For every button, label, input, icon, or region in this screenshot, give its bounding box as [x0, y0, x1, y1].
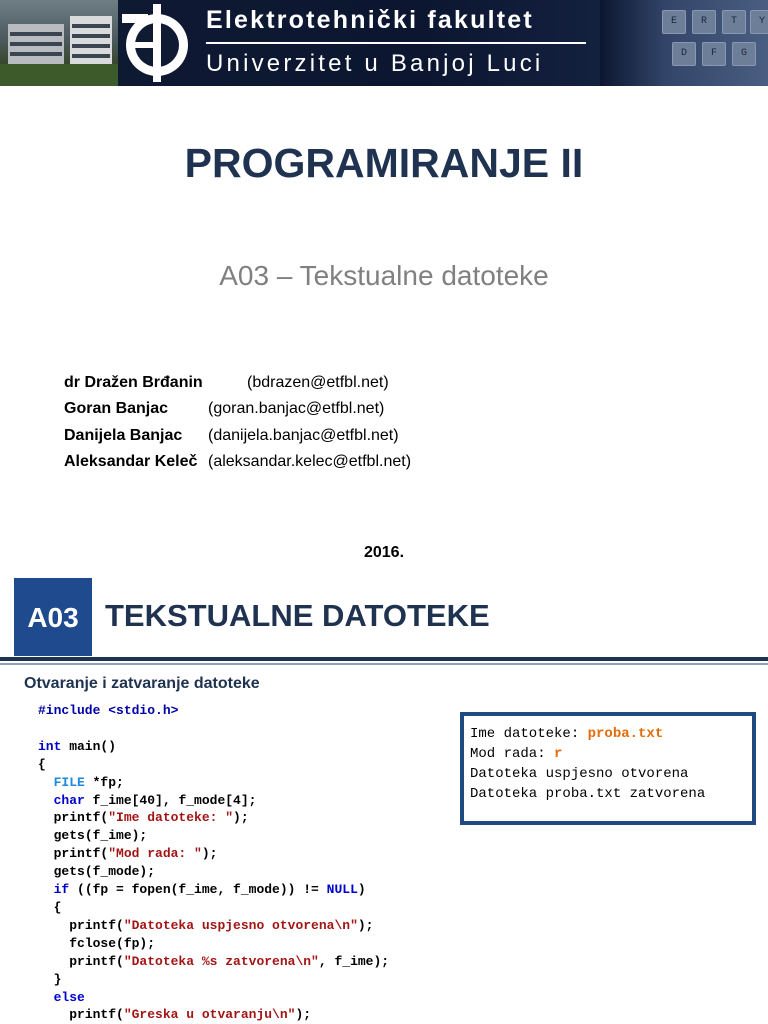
output-value: r: [554, 746, 563, 762]
output-line: Datoteka proba.txt zatvorena: [470, 786, 706, 802]
code-text: );: [295, 1007, 312, 1023]
code-string: "Greska u otvaranju\n": [123, 1007, 296, 1023]
section-heading: Otvaranje i zatvaranje datoteke: [24, 675, 260, 692]
code-listing: [38, 702, 389, 1024]
code-text: main(): [61, 738, 117, 754]
page-title: PROGRAMIRANJE II: [184, 140, 584, 186]
keyboard-key: T: [722, 10, 746, 34]
faculty-logo-icon: [118, 0, 194, 86]
university-name: Univerzitet u Banjoj Luci: [206, 50, 544, 77]
author-name: Aleksandar Keleč: [64, 453, 198, 470]
output-label: Ime datoteke:: [470, 726, 588, 742]
year: 2016.: [363, 544, 405, 561]
code-string: "Datoteka %s zatvorena\n": [123, 953, 319, 969]
keyboard-key: Y: [750, 10, 768, 34]
code-string: "Ime datoteke: ": [108, 810, 234, 826]
code-keyword: int: [38, 738, 62, 754]
code-string: "Mod rada: ": [108, 846, 202, 862]
code-keyword: else: [53, 989, 85, 1005]
code-text: *fp;: [84, 774, 124, 790]
author-name: dr Dražen Brđanin: [64, 374, 203, 391]
building-photo: [0, 0, 118, 86]
keyboard-key: F: [702, 42, 726, 66]
keyboard-key: E: [662, 10, 686, 34]
keyboard-key: D: [672, 42, 696, 66]
code-text: fclose(fp);: [69, 935, 156, 951]
code-type: FILE: [53, 774, 85, 790]
author-email: (danijela.banjac@etfbl.net): [208, 427, 399, 444]
header-banner: [0, 0, 768, 86]
output-line: Datoteka uspjesno otvorena: [470, 766, 689, 782]
code-text: printf(: [69, 917, 124, 933]
code-keyword: NULL: [326, 882, 358, 898]
author-email: (goran.banjac@etfbl.net): [208, 400, 385, 417]
code-text: printf(: [69, 953, 124, 969]
code-include: #include <stdio.h>: [38, 703, 179, 718]
code-keyword: char: [53, 792, 85, 808]
author-name: Danijela Banjac: [64, 427, 183, 444]
section-badge: A03: [14, 578, 92, 656]
console-output: [470, 724, 705, 804]
author-name: Goran Banjac: [64, 400, 169, 417]
author-email: (aleksandar.kelec@etfbl.net): [208, 453, 412, 470]
slide-title: TEKSTUALNE DATOTEKE: [105, 598, 490, 633]
code-text: printf(: [53, 846, 109, 862]
code-text: printf(: [69, 1007, 124, 1023]
code-text: ((fp = fopen(f_ime, f_mode)) !=: [69, 882, 327, 898]
keyboard-key: G: [732, 42, 756, 66]
keyboard-photo: [600, 0, 768, 86]
code-text: );: [357, 917, 374, 933]
code-text: );: [233, 810, 249, 826]
code-text: }: [53, 971, 62, 987]
code-keyword: if: [53, 882, 70, 898]
title-underline: [0, 657, 768, 661]
keyboard-key: R: [692, 10, 716, 34]
output-value: proba.txt: [587, 726, 664, 742]
title-underline-thin: [0, 663, 768, 665]
console-output-box: [460, 712, 756, 825]
author-email: (bdrazen@etfbl.net): [247, 374, 389, 391]
code-text: f_ime[40], f_mode[4];: [84, 792, 257, 808]
code-text: , f_ime);: [318, 953, 390, 969]
code-text: ): [357, 882, 366, 898]
banner-divider: [206, 42, 586, 44]
page-subtitle: A03 – Tekstualne datoteke: [219, 260, 549, 291]
code-text: gets(f_ime);: [53, 828, 148, 844]
code-text: printf(: [53, 810, 109, 826]
code-text: {: [53, 899, 62, 915]
code-text: {: [38, 756, 46, 772]
code-text: gets(f_mode);: [53, 864, 156, 880]
code-string: "Datoteka uspjesno otvorena\n": [123, 917, 358, 933]
code-text: );: [201, 846, 218, 862]
output-label: Mod rada:: [470, 746, 555, 762]
faculty-name: Elektrotehnički fakultet: [206, 6, 534, 34]
